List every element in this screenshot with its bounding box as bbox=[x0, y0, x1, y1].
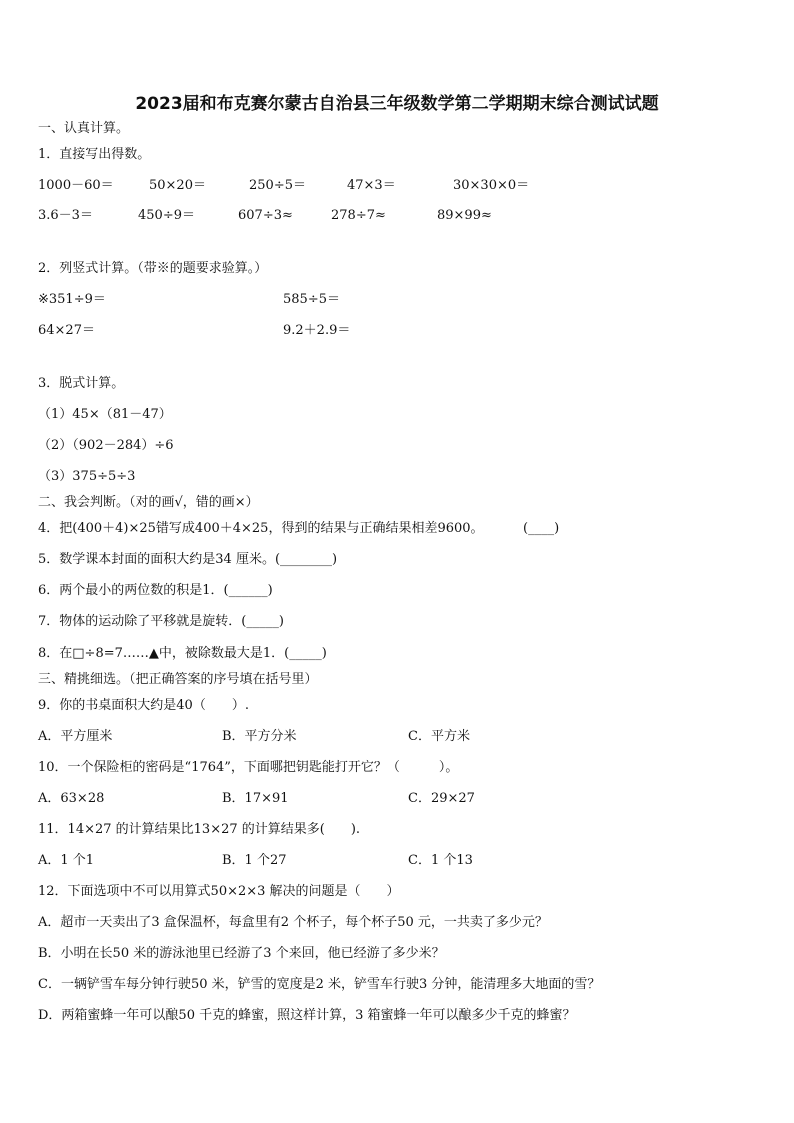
question-10: 10．一个保险柜的密码是“1764”，下面哪把钥匙能打开它？（ ）。 bbox=[38, 760, 459, 775]
section-heading-3: 三、精挑细选。（把正确答案的序号填在括号里） bbox=[38, 672, 318, 687]
question-9: 9．你的书桌面积大约是40（ ）. bbox=[38, 698, 249, 713]
option-b[interactable]: B．平方分米 bbox=[222, 729, 297, 744]
option-a[interactable]: A．超市一天卖出了3 盒保温杯，每盒里有2 个杯子，每个杯子50 元，一共卖了多少元？ bbox=[38, 915, 548, 930]
question-4: 4．把(400＋4)×25错写成400＋4×25，得到的结果与正确结果相差9600。 bbox=[38, 521, 484, 536]
option-b[interactable]: B．17×91 bbox=[222, 791, 289, 806]
option-b[interactable]: B．小明在长50 米的游泳池里已经游了3 个来回，他已经游了多少米？ bbox=[38, 946, 445, 961]
q2-item: 585÷5＝ bbox=[283, 292, 340, 307]
option-c[interactable]: C．平方米 bbox=[408, 729, 470, 744]
question-11: 11．14×27 的计算结果比13×27 的计算结果多( ). bbox=[38, 822, 361, 837]
question-6: 6．两个最小的两位数的积是1．(______) bbox=[38, 583, 273, 598]
q3-item: （1）45×（81－47） bbox=[38, 407, 172, 422]
q1-item: 607÷3≈ bbox=[238, 208, 293, 223]
q2-item: 9.2＋2.9＝ bbox=[283, 323, 351, 338]
option-b[interactable]: B．1 个27 bbox=[222, 853, 287, 868]
option-c[interactable]: C．29×27 bbox=[408, 791, 475, 806]
q2-item: 64×27＝ bbox=[38, 323, 95, 338]
question-12: 12．下面选项中不可以用算式50×2×3 解决的问题是（ ） bbox=[38, 884, 400, 899]
option-c[interactable]: C．1 个13 bbox=[408, 853, 473, 868]
option-a[interactable]: A．平方厘米 bbox=[38, 729, 113, 744]
q3-item: （2）（902－284）÷6 bbox=[38, 438, 174, 453]
q1-item: 50×20＝ bbox=[149, 178, 206, 193]
answer-blank[interactable]: (____) bbox=[523, 521, 560, 536]
q1-item: 250÷5＝ bbox=[249, 178, 306, 193]
q1-item: 47×3＝ bbox=[347, 178, 396, 193]
section-heading-1: 一、认真计算。 bbox=[38, 121, 130, 136]
q3-item: （3）375÷5÷3 bbox=[38, 469, 136, 484]
q2-item: ※351÷9＝ bbox=[38, 292, 106, 307]
q1-item: 1000－60＝ bbox=[38, 178, 114, 193]
q1-item: 450÷9＝ bbox=[138, 208, 195, 223]
question-8: 8．在□÷8=7……▲中，被除数最大是1．(_____) bbox=[38, 646, 327, 661]
option-c[interactable]: C．一辆铲雪车每分钟行驶50 米，铲雪的宽度是2 米，铲雪车行驶3 分钟，能清理多大地面的雪？ bbox=[38, 977, 601, 992]
section-heading-2: 二、我会判断。（对的画√，错的画×） bbox=[38, 495, 259, 510]
question-2-label: 2．列竖式计算。（带※的题要求验算。） bbox=[38, 261, 268, 276]
question-5: 5．数学课本封面的面积大约是34 厘米。(________) bbox=[38, 552, 338, 567]
option-d[interactable]: D．两箱蜜蜂一年可以酿50 千克的蜂蜜，照这样计算，3 箱蜜蜂一年可以酿多少千克的蜂蜜？ bbox=[38, 1008, 576, 1023]
q1-item: 30×30×0＝ bbox=[453, 178, 530, 193]
q1-item: 3.6－3＝ bbox=[38, 208, 93, 223]
q1-item: 278÷7≈ bbox=[331, 208, 386, 223]
q1-item: 89×99≈ bbox=[437, 208, 492, 223]
question-7: 7．物体的运动除了平移就是旋转．(_____) bbox=[38, 614, 284, 629]
page-title: 2023届和布克赛尔蒙古自治县三年级数学第二学期期末综合测试试题 bbox=[135, 94, 659, 114]
option-a[interactable]: A．1 个1 bbox=[38, 853, 95, 868]
question-1-label: 1．直接写出得数。 bbox=[38, 147, 151, 162]
question-3-label: 3．脱式计算。 bbox=[38, 376, 125, 391]
option-a[interactable]: A．63×28 bbox=[38, 791, 105, 806]
